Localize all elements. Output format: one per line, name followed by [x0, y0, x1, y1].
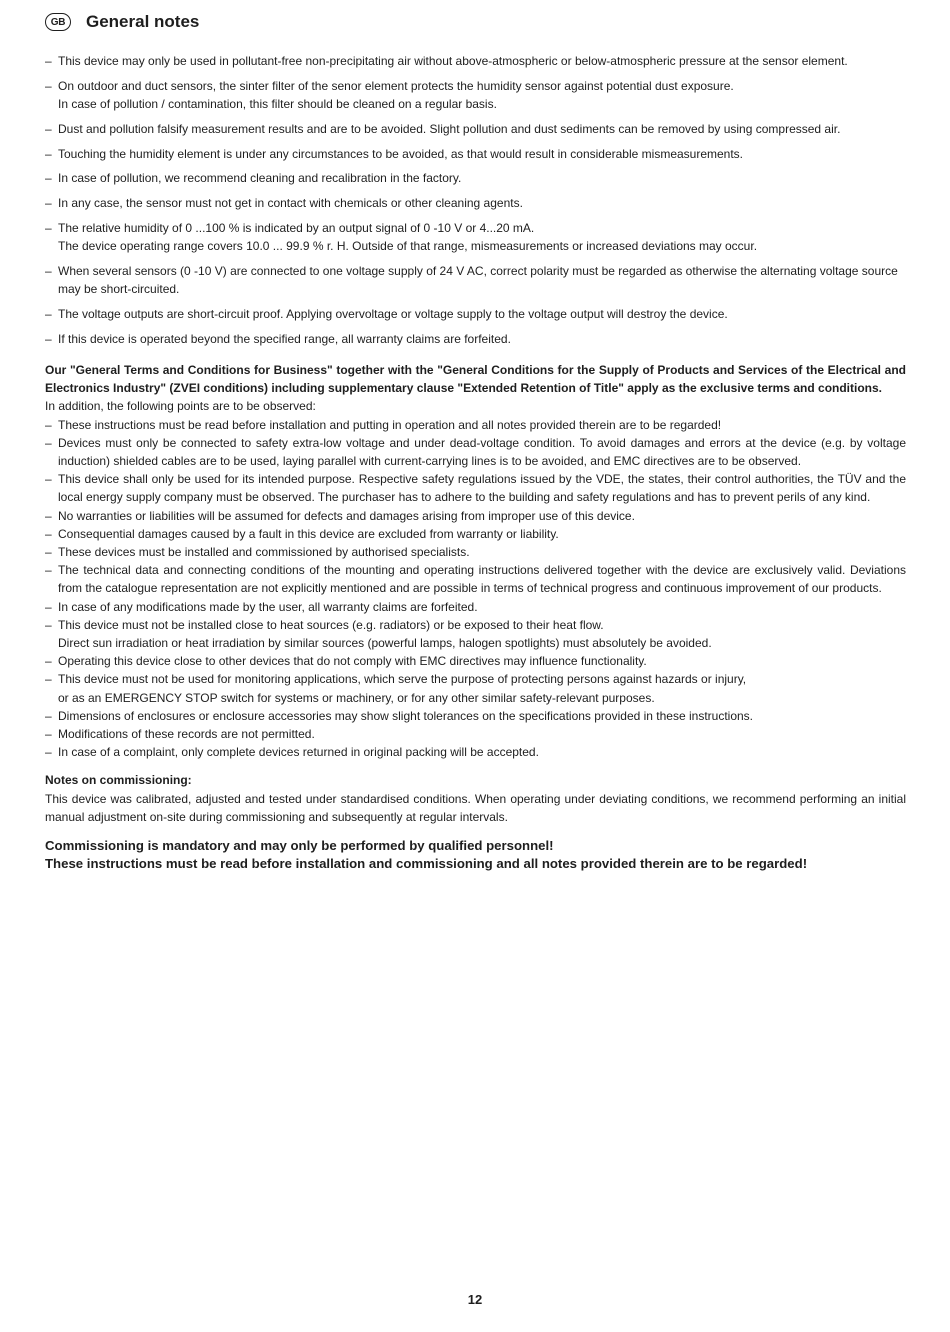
terms-point-item-text: – Operating this device close to other devices that do not comply with EMC directives may influence functionality.	[58, 654, 647, 669]
terms-heading: Our "General Terms and Conditions for Business" together with the "General Conditions for the Supply of Products and Services of the Electrical and Electronics Industry" (ZVEI conditions) including supplementary clause "Extended Retention of Title" apply as the exclusive terms and conditions.	[45, 362, 906, 396]
note-item-text: – When several sensors (0 -10 V) are connected to one voltage supply of 24 V AC, correct polarity must be regarded as otherwise the alternating voltage source may be short-circuited.	[58, 263, 898, 297]
terms-point-item	[45, 743, 906, 761]
note-item	[45, 169, 906, 187]
note-item-text: – In any case, the sensor must not get in contact with chemicals or other cleaning agents.	[58, 196, 523, 211]
terms-point-item-text: – In case of a complaint, only complete devices returned in original packing will be accepted.	[58, 745, 539, 760]
terms-point-item	[45, 507, 906, 525]
terms-point-item-text: – This device must not be installed close to heat sources (e.g. radiators) or be exposed to their heat flow.	[58, 617, 604, 632]
page-title: General notes	[86, 12, 200, 31]
terms-point-item	[45, 543, 906, 561]
terms-point-item-text: – This device shall only be used for its intended purpose. Respective safety regulations issued by the VDE, the states, their control authorities, the TÜV and the local energy supply company must be observed. The purchaser has to adhere to the building and safety regulations and has to prevent perils of any kind.	[58, 472, 906, 505]
note-item-text: – The voltage outputs are short-circuit proof. Applying overvoltage or voltage supply to the voltage output will destroy the device.	[58, 306, 728, 321]
note-item-text: In case of pollution / contamination, this filter should be cleaned on a regular basis.	[58, 97, 497, 111]
note-item-text: – In case of pollution, we recommend cleaning and recalibration in the factory.	[58, 171, 462, 186]
note-item	[45, 219, 906, 255]
page-header	[45, 10, 199, 34]
note-item-text: – This device may only be used in pollutant-free non-precipitating air without above-atmospheric or below-atmospheric pressure at the sensor element.	[58, 54, 848, 68]
note-item-text: – If this device is operated beyond the specified range, all warranty claims are forfeited.	[58, 331, 511, 346]
terms-point-item-text: – These devices must be installed and commissioned by authorised specialists.	[58, 545, 470, 560]
terms-point-item-text: – Dimensions of enclosures or enclosure accessories may show slight tolerances on the specifications provided in these instructions.	[58, 708, 754, 723]
terms-point-item	[45, 725, 906, 743]
terms-point-item-text: – Modifications of these records are not permitted.	[58, 727, 315, 742]
note-item-text: – On outdoor and duct sensors, the sinter filter of the senor element protects the humidity sensor against potential dust exposure.	[58, 78, 734, 93]
terms-section	[45, 361, 906, 761]
terms-point-item-text: Direct sun irradiation or heat irradiation by similar sources (powerful lamps, halogen spotlights) must absolutely be avoided.	[58, 636, 712, 651]
note-item	[45, 77, 906, 113]
terms-point-item	[45, 598, 906, 616]
terms-points-list	[45, 416, 906, 762]
note-item-text: – Dust and pollution falsify measurement results and are to be avoided. Slight pollution and dust sediments can be removed by using compressed air.	[58, 121, 841, 136]
terms-point-item-text: – Consequential damages caused by a fault in this device are excluded from warranty or liability.	[58, 526, 559, 541]
general-notes-list	[45, 52, 906, 348]
terms-point-item-text: – Devices must only be connected to safety extra-low voltage and under dead-voltage condition. To avoid damages and errors at the device (e.g. by voltage induction) shielded cables are to be used, laying parallel with current-carrying lines is to be avoided, and EMC directives are to be observed.	[58, 435, 906, 468]
page-number: 12	[467, 1292, 483, 1307]
note-item	[45, 120, 906, 138]
note-item-text: The device operating range covers 10.0 ... 99.9 % r. H. Outside of that range, mismeasurements or increased deviations may occur.	[58, 239, 758, 254]
terms-point-item	[45, 707, 906, 725]
terms-point-item-text: – These instructions must be read before installation and putting in operation and all notes provided therein are to be regarded!	[58, 417, 722, 432]
final-warning-line-2: These instructions must be read before installation and commissioning and all notes provided therein are to be regarded!	[45, 855, 808, 871]
note-item	[45, 194, 906, 212]
note-item	[45, 330, 906, 348]
terms-point-item-text: or as an EMERGENCY STOP switch for systems or machinery, or for any other similar safety-relevant purposes.	[58, 690, 655, 705]
terms-point-item	[45, 525, 906, 543]
final-warning-line-1: Commissioning is mandatory and may only be performed by qualified personnel!	[45, 838, 554, 854]
terms-point-item	[45, 652, 906, 670]
terms-point-item-text: – The technical data and connecting conditions of the mounting and operating instructions delivered together with the device are exclusively valid. Deviations from the catalogue representation are not explicitly mentioned and are possible in terms of technical progress and continuous improvement of our products.	[58, 563, 906, 596]
document-body	[45, 52, 906, 872]
note-item	[45, 145, 906, 163]
terms-point-item-text: – No warranties or liabilities will be assumed for defects and damages arising from improper use of this device.	[58, 508, 635, 523]
terms-point-item	[45, 434, 906, 470]
terms-point-item	[45, 561, 906, 597]
terms-intro: In addition, the following points are to be observed:	[45, 399, 316, 414]
terms-point-item	[45, 416, 906, 434]
note-item	[45, 305, 906, 323]
terms-point-item-text: – In case of any modifications made by the user, all warranty claims are forfeited.	[58, 599, 478, 614]
commissioning-heading: Notes on commissioning:	[45, 773, 192, 788]
terms-point-item	[45, 670, 906, 706]
language-badge: GB	[45, 13, 71, 31]
commissioning-section	[45, 771, 906, 826]
note-item	[45, 262, 906, 298]
note-item-text: – The relative humidity of 0 ...100 % is indicated by an output signal of 0 -10 V or 4...20 mA.	[58, 220, 535, 235]
terms-point-item	[45, 470, 906, 506]
terms-point-item	[45, 616, 906, 652]
terms-point-item-text: – This device must not be used for monitoring applications, which serve the purpose of protecting persons against hazards or injury,	[58, 672, 747, 687]
final-warning	[45, 837, 906, 872]
note-item-text: – Touching the humidity element is under any circumstances to be avoided, as that would result in considerable mismeasurements.	[58, 146, 744, 161]
note-item	[45, 52, 906, 70]
commissioning-text: This device was calibrated, adjusted and tested under standardised conditions. When operating under deviating conditions, we recommend performing an initial manual adjustment on-site during commissioning and subsequently at regular intervals.	[45, 791, 906, 824]
